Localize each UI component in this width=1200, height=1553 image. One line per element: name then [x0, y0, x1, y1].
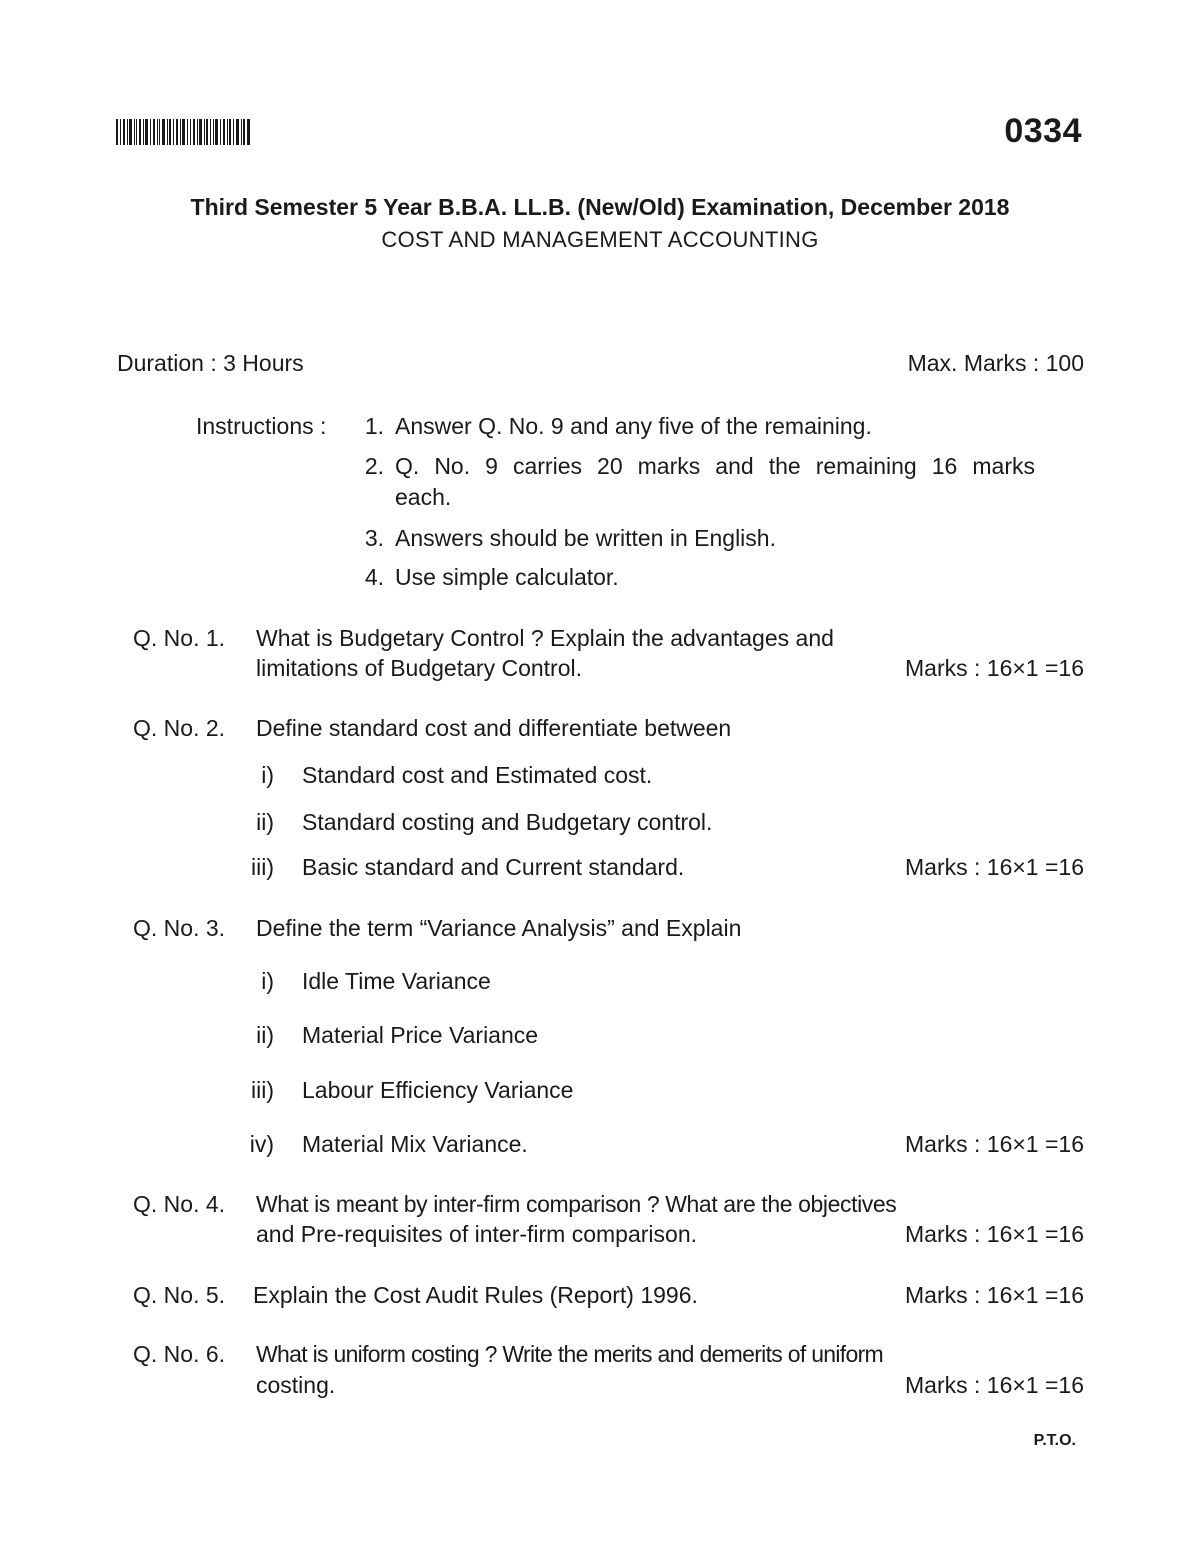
- question-number: Q. No. 4.: [133, 1191, 226, 1217]
- sub-item-text: Material Price Variance: [302, 1022, 539, 1048]
- sub-item-text: Basic standard and Current standard.: [302, 854, 685, 880]
- question-number: Q. No. 3.: [133, 915, 226, 941]
- question-text-continued: and Pre-requisites of inter-firm comparison.: [256, 1221, 697, 1247]
- barcode: [116, 119, 250, 145]
- instruction-number: 3.: [364, 525, 384, 551]
- instruction-text: Use simple calculator.: [395, 564, 619, 590]
- subject-title: COST AND MANAGEMENT ACCOUNTING: [381, 227, 819, 252]
- question-marks: Marks : 16×1 =16: [905, 1131, 1084, 1157]
- question-text: What is uniform costing ? Write the merits and demerits of uniform: [256, 1341, 884, 1367]
- instruction-text: Q. No. 9 carries 20 marks and the remaining 16 marks: [395, 453, 1035, 479]
- instruction-text: Answers should be written in English.: [395, 525, 776, 551]
- sub-item-number: iv): [249, 1131, 274, 1157]
- question-text: Define standard cost and differentiate between: [256, 715, 732, 741]
- question-marks: Marks : 16×1 =16: [905, 1372, 1084, 1398]
- question-number: Q. No. 1.: [133, 625, 226, 651]
- sub-item-number: iii): [251, 1077, 274, 1103]
- instruction-number: 4.: [364, 564, 384, 590]
- question-text-continued: limitations of Budgetary Control.: [256, 655, 582, 681]
- sub-item-number: iii): [251, 854, 274, 880]
- question-text-continued: costing.: [256, 1372, 336, 1398]
- paper-code: 0334: [1004, 112, 1082, 150]
- max-marks: Max. Marks : 100: [907, 350, 1084, 376]
- question-marks: Marks : 16×1 =16: [905, 655, 1084, 681]
- exam-title: Third Semester 5 Year B.B.A. LL.B. (New/Old) Examination, December 2018: [190, 194, 1010, 220]
- sub-item-number: i): [261, 968, 274, 994]
- sub-item-text: Standard costing and Budgetary control.: [302, 809, 713, 835]
- instruction-number: 2.: [364, 453, 384, 479]
- pto-label: P.T.O.: [1033, 1432, 1076, 1449]
- question-marks: Marks : 16×1 =16: [905, 854, 1084, 880]
- sub-item-text: Labour Efficiency Variance: [302, 1077, 574, 1103]
- question-marks: Marks : 16×1 =16: [905, 1282, 1084, 1308]
- instruction-number: 1.: [364, 413, 384, 439]
- instruction-text: Answer Q. No. 9 and any five of the remaining.: [395, 413, 872, 439]
- question-marks: Marks : 16×1 =16: [905, 1221, 1084, 1247]
- sub-item-number: ii): [256, 809, 274, 835]
- question-text: What is meant by inter-firm comparison ? What are the objectives: [256, 1191, 897, 1217]
- question-text: What is Budgetary Control ? Explain the advantages and: [256, 625, 834, 651]
- question-text: Explain the Cost Audit Rules (Report) 1996.: [253, 1282, 698, 1308]
- duration: Duration : 3 Hours: [117, 350, 304, 376]
- sub-item-number: ii): [256, 1022, 274, 1048]
- question-number: Q. No. 5.: [133, 1282, 226, 1308]
- sub-item-text: Standard cost and Estimated cost.: [302, 762, 653, 788]
- sub-item-text: Idle Time Variance: [302, 968, 491, 994]
- sub-item-text: Material Mix Variance.: [302, 1131, 528, 1157]
- instruction-text-continued: each.: [395, 484, 452, 510]
- question-text: Define the term “Variance Analysis” and Explain: [256, 915, 742, 941]
- instructions-label: Instructions :: [196, 413, 327, 439]
- question-number: Q. No. 6.: [133, 1341, 226, 1367]
- sub-item-number: i): [261, 762, 274, 788]
- question-number: Q. No. 2.: [133, 715, 226, 741]
